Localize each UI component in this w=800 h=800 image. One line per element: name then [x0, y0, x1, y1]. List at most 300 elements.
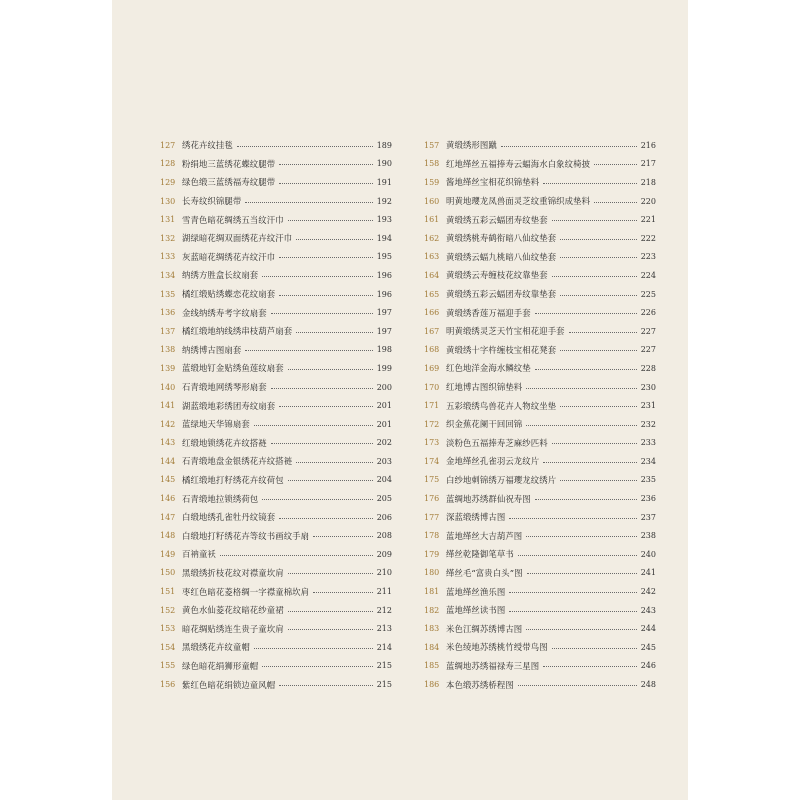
toc-entry-page: 218	[640, 177, 656, 187]
toc-entry	[160, 210, 392, 229]
toc-entry-number: 181	[424, 587, 440, 597]
toc-entry-number: 149	[160, 549, 176, 559]
toc-entry-page: 214	[376, 642, 392, 652]
dot-leader	[220, 555, 373, 556]
toc-entry	[424, 471, 656, 490]
toc-entry-number: 141	[160, 401, 176, 411]
toc-entry-page: 226	[640, 308, 656, 318]
toc-entry-title: 黄缎绣五彩云蝠团寿纹垫套	[446, 214, 548, 225]
dot-leader	[509, 592, 636, 593]
dot-leader	[594, 202, 637, 203]
toc-entry-title: 织金蕉花阑干回回锦	[446, 419, 523, 430]
toc-entry-number: 129	[160, 177, 176, 187]
dot-leader	[279, 518, 372, 519]
dot-leader	[296, 462, 373, 463]
toc-entry-title: 绣花卉纹挂毯	[182, 140, 233, 151]
toc-entry-page: 223	[640, 252, 656, 262]
toc-entry-number: 144	[160, 456, 176, 466]
dot-leader	[518, 555, 637, 556]
toc-entry-page: 243	[640, 605, 656, 615]
toc-entry-number: 153	[160, 624, 176, 634]
toc-entry-number: 177	[424, 512, 440, 522]
toc-entry-number: 162	[424, 233, 440, 243]
toc-entry-page: 209	[376, 549, 392, 559]
dot-leader	[279, 257, 372, 258]
toc-entry-number: 166	[424, 308, 440, 318]
toc-entry-number: 133	[160, 252, 176, 262]
toc-entry	[160, 471, 392, 490]
toc-entry-title: 白纱地刺锦绣万福瓔龙纹绣片	[446, 474, 557, 485]
toc-entry-number: 173	[424, 438, 440, 448]
toc-entry-number: 178	[424, 531, 440, 541]
toc-entry-number: 163	[424, 252, 440, 262]
dot-leader	[526, 536, 636, 537]
toc-entry-title: 橘红缎地打籽绣花卉纹荷包	[182, 474, 284, 485]
toc-entry-number: 184	[424, 642, 440, 652]
toc-entry-title: 黄缎绣桃寿鹤衔暗八仙纹垫套	[446, 233, 557, 244]
toc-entry-page: 241	[640, 568, 656, 578]
toc-entry-title: 蓝缎地钉金贴绣鱼莲纹扇套	[182, 363, 284, 374]
toc-entry-number: 128	[160, 159, 176, 169]
toc-entry-title: 灰蓝暗花绸绣花卉纹汗巾	[182, 251, 276, 262]
toc-column-left	[160, 136, 392, 694]
toc-entry-title: 明黄缎绣灵芝天竹宝相花迎手套	[446, 326, 565, 337]
toc-entry	[160, 545, 392, 564]
toc-entry-number: 136	[160, 308, 176, 318]
toc-entry-page: 211	[376, 587, 392, 597]
toc-entry	[160, 285, 392, 304]
toc-entry-title: 金地缂丝孔雀羽云龙纹片	[446, 456, 540, 467]
dot-leader	[237, 146, 373, 147]
toc-entry-number: 172	[424, 419, 440, 429]
toc-entry-page: 206	[376, 512, 392, 522]
toc-entry	[160, 489, 392, 508]
dot-leader	[245, 202, 372, 203]
toc-entry-page: 192	[376, 196, 392, 206]
toc-entry	[424, 526, 656, 545]
toc-entry-page: 210	[376, 568, 392, 578]
toc-entry	[424, 657, 656, 676]
toc-entry-title: 纳绣博古图扇套	[182, 344, 242, 355]
toc-entry-page: 213	[376, 624, 392, 634]
toc-entry-page: 200	[376, 382, 392, 392]
dot-leader	[535, 313, 637, 314]
toc-entry-page: 216	[640, 140, 656, 150]
dot-leader	[262, 666, 372, 667]
toc-entry-title: 枣红色暗花菱格绸一字襟童棉坎肩	[182, 586, 310, 597]
toc-entry-page: 238	[640, 531, 656, 541]
toc-entry-title: 红缎地锁绣花卉纹搭裢	[182, 437, 267, 448]
toc-entry-title: 淡粉色五福捧寿芝麻纱匹料	[446, 437, 548, 448]
dot-leader	[279, 406, 372, 407]
toc-entry-page: 222	[640, 233, 656, 243]
dot-leader	[543, 462, 636, 463]
toc-entry-page: 196	[376, 289, 392, 299]
toc-entry	[160, 303, 392, 322]
toc-entry	[424, 192, 656, 211]
dot-leader	[288, 480, 373, 481]
toc-entry-page: 245	[640, 642, 656, 652]
toc-entry-title: 本色缎苏绣桥程图	[446, 679, 514, 690]
toc-entry-title: 蓝绸地苏绣群仙祝寿图	[446, 493, 531, 504]
toc-entry-page: 201	[376, 419, 392, 429]
toc-entry-title: 紫红色暗花绢锁边童风帽	[182, 679, 276, 690]
toc-entry-title: 绿色暗花绢狮形童帽	[182, 660, 259, 671]
toc-entry-title: 蓝绸地苏绣福禄寿三星图	[446, 660, 540, 671]
toc-entry-number: 155	[160, 661, 176, 671]
toc-entry	[160, 526, 392, 545]
toc-entry-number: 180	[424, 568, 440, 578]
toc-entry	[424, 619, 656, 638]
toc-entry-page: 201	[376, 401, 392, 411]
toc-entry-page: 248	[640, 680, 656, 690]
toc-entry	[424, 378, 656, 397]
toc-entry	[424, 396, 656, 415]
dot-leader	[560, 406, 637, 407]
toc-entry-number: 152	[160, 605, 176, 615]
toc-entry-number: 156	[160, 680, 176, 690]
toc-entry-page: 240	[640, 549, 656, 559]
toc-entry-title: 湖蓝缎地彩绣团寿纹扇套	[182, 400, 276, 411]
toc-entry-number: 150	[160, 568, 176, 578]
toc-entry-number: 147	[160, 512, 176, 522]
toc-entry	[160, 378, 392, 397]
toc-entry-number: 159	[424, 177, 440, 187]
toc-entry-title: 酱地缂丝宝相花织锦垫料	[446, 177, 540, 188]
dot-leader	[552, 276, 637, 277]
toc-entry-title: 缂丝乾隆御笔草书	[446, 549, 514, 560]
toc-entry	[424, 452, 656, 471]
toc-entry-page: 234	[640, 456, 656, 466]
toc-entry	[424, 229, 656, 248]
dot-leader	[262, 499, 372, 500]
toc-entry-title: 黄缎绣十字杵缠枝宝相花凳套	[446, 344, 557, 355]
toc-entry-title: 暗花绸贴绣连生贵子童坎肩	[182, 623, 284, 634]
toc-entry-page: 230	[640, 382, 656, 392]
toc-entry	[424, 489, 656, 508]
toc-entry-number: 158	[424, 159, 440, 169]
toc-entry	[424, 564, 656, 583]
dot-leader	[279, 685, 372, 686]
toc-entry-title: 石青缎地网绣琴形扇套	[182, 382, 267, 393]
toc-entry-number: 170	[424, 382, 440, 392]
dot-leader	[288, 611, 373, 612]
toc-entry-number: 132	[160, 233, 176, 243]
toc-entry-page: 193	[376, 215, 392, 225]
toc-entry-title: 白缎地打籽绣花卉等纹书画纹手扇	[182, 530, 310, 541]
dot-leader	[296, 332, 373, 333]
toc-entry-page: 227	[640, 326, 656, 336]
toc-entry	[424, 248, 656, 267]
toc-entry-number: 134	[160, 270, 176, 280]
toc-entry-number: 167	[424, 326, 440, 336]
toc-entry-title: 深蓝缎绣博古图	[446, 512, 506, 523]
toc-entry-page: 231	[640, 401, 656, 411]
toc-entry-page: 233	[640, 438, 656, 448]
dot-leader	[569, 332, 637, 333]
dot-leader	[279, 183, 372, 184]
toc-entry	[160, 415, 392, 434]
toc-entry	[424, 285, 656, 304]
toc-entry	[160, 434, 392, 453]
toc-entry	[424, 675, 656, 694]
toc-entry-title: 黄色水仙菱花纹暗花纱童裙	[182, 605, 284, 616]
dot-leader	[288, 369, 373, 370]
toc-entry-page: 227	[640, 345, 656, 355]
toc-entry-page: 237	[640, 512, 656, 522]
dot-leader	[560, 480, 637, 481]
toc-entry	[424, 303, 656, 322]
toc-entry-number: 131	[160, 215, 176, 225]
toc-entry-title: 雪青色暗花绸绣五当纹汗巾	[182, 214, 284, 225]
toc-entry-number: 154	[160, 642, 176, 652]
toc-entry-title: 石青缎地拉锁绣荷包	[182, 493, 259, 504]
toc-entry-number: 175	[424, 475, 440, 485]
toc-entry-title: 黄缎绣五彩云蝠团寿纹靠垫套	[446, 289, 557, 300]
toc-entry-page: 242	[640, 587, 656, 597]
dot-leader	[526, 425, 636, 426]
dot-leader	[535, 369, 637, 370]
toc-entry	[160, 564, 392, 583]
toc-entry-page: 224	[640, 270, 656, 280]
toc-entry-page: 194	[376, 233, 392, 243]
toc-entry-title: 长寿纹织锦腿带	[182, 196, 242, 207]
toc-entry-number: 179	[424, 549, 440, 559]
toc-entry-number: 176	[424, 494, 440, 504]
dot-leader	[313, 536, 373, 537]
toc-entry	[160, 248, 392, 267]
toc-entry-page: 246	[640, 661, 656, 671]
toc-entry	[424, 582, 656, 601]
toc-entry-number: 146	[160, 494, 176, 504]
toc-entry	[160, 601, 392, 620]
toc-entry-title: 红地博古图织锦垫料	[446, 382, 523, 393]
toc-entry-number: 137	[160, 326, 176, 336]
dot-leader	[501, 146, 637, 147]
toc-entry	[160, 359, 392, 378]
dot-leader	[288, 573, 373, 574]
toc-entry-page: 236	[640, 494, 656, 504]
toc-entry-number: 139	[160, 363, 176, 373]
toc-entry-page: 189	[376, 140, 392, 150]
toc-entry-title: 黑缎绣折枝花纹对襟童坎肩	[182, 567, 284, 578]
dot-leader	[543, 183, 636, 184]
toc-entry	[160, 192, 392, 211]
toc-entry	[160, 396, 392, 415]
toc-entry-title: 白缎地绣孔雀牡丹纹镜套	[182, 512, 276, 523]
toc-entry-number: 171	[424, 401, 440, 411]
toc-entry	[160, 322, 392, 341]
toc-entry	[424, 415, 656, 434]
toc-entry-title: 蓝地缂丝渔乐图	[446, 586, 506, 597]
dot-leader	[509, 518, 636, 519]
toc-entry-page: 198	[376, 345, 392, 355]
toc-entry-page: 197	[376, 326, 392, 336]
toc-entry-number: 183	[424, 624, 440, 634]
toc-entry-page: 244	[640, 624, 656, 634]
toc-entry-title: 蓝地缂丝大吉葫芦图	[446, 530, 523, 541]
dot-leader	[560, 350, 637, 351]
toc-entry-number: 160	[424, 196, 440, 206]
toc-entry-number: 161	[424, 215, 440, 225]
toc-entry-title: 米色江绸苏绣博古图	[446, 623, 523, 634]
toc-entry-number: 165	[424, 289, 440, 299]
toc-entry-number: 185	[424, 661, 440, 671]
toc-entry-page: 225	[640, 289, 656, 299]
toc-entry-page: 196	[376, 270, 392, 280]
toc-entry	[424, 173, 656, 192]
toc-entry-page: 215	[376, 680, 392, 690]
toc-entry	[424, 266, 656, 285]
toc-entry-title: 明黄地瓔龙凤兽面灵芝纹重锦织成垫料	[446, 196, 591, 207]
dot-leader	[552, 648, 637, 649]
toc-entry-page: 235	[640, 475, 656, 485]
toc-entry-number: 164	[424, 270, 440, 280]
toc-entry-title: 橘红缎地纳线绣串枝葫芦扇套	[182, 326, 293, 337]
toc-entry	[160, 582, 392, 601]
dot-leader	[254, 648, 373, 649]
toc-entry	[160, 155, 392, 174]
toc-entry-number: 157	[424, 140, 440, 150]
toc-entry	[424, 136, 656, 155]
toc-entry-title: 橘红缎贴绣蝶恋花纹扇套	[182, 289, 276, 300]
dot-leader	[296, 239, 373, 240]
toc-entry-title: 米色绫地苏绣桃竹绶带鸟图	[446, 642, 548, 653]
toc-entry-title: 粉绢地三蓝绣花蝶纹腿带	[182, 158, 276, 169]
toc-entry-number: 143	[160, 438, 176, 448]
toc-entry	[160, 229, 392, 248]
dot-leader	[526, 388, 636, 389]
dot-leader	[518, 685, 637, 686]
toc-entry-title: 湖绿暗花绸双面绣花卉纹汗巾	[182, 233, 293, 244]
toc-entry	[424, 545, 656, 564]
toc-entry	[424, 210, 656, 229]
toc-entry-title: 黄缎绣香莲万福迎手套	[446, 307, 531, 318]
toc-entry-number: 186	[424, 680, 440, 690]
toc-entry-page: 212	[376, 605, 392, 615]
toc-entry-page: 221	[640, 215, 656, 225]
dot-leader	[560, 257, 637, 258]
toc-entry-page: 215	[376, 661, 392, 671]
dot-leader	[288, 629, 373, 630]
toc-entry-number: 138	[160, 345, 176, 355]
toc-entry	[424, 638, 656, 657]
toc-entry-page: 199	[376, 363, 392, 373]
dot-leader	[526, 629, 636, 630]
toc-entry-title: 五彩缎绣鸟兽花卉人物纹坐垫	[446, 400, 557, 411]
toc-entry-number: 151	[160, 587, 176, 597]
toc-entry	[160, 136, 392, 155]
toc-entry-number: 130	[160, 196, 176, 206]
dot-leader	[543, 666, 636, 667]
toc-entry-page: 228	[640, 363, 656, 373]
toc-entry-title: 红地缂丝五福捧寿云蝠海水白象纹椅披	[446, 158, 591, 169]
toc-entry	[160, 173, 392, 192]
toc-entry-page: 205	[376, 494, 392, 504]
toc-entry-page: 191	[376, 177, 392, 187]
toc-entry	[160, 341, 392, 360]
dot-leader	[271, 388, 373, 389]
dot-leader	[552, 443, 637, 444]
toc-entry-page: 203	[376, 456, 392, 466]
toc-entry-title: 缂丝毛“富贵白头”图	[446, 567, 523, 578]
toc-entry-page: 217	[640, 159, 656, 169]
toc-entry-page: 195	[376, 252, 392, 262]
toc-entry	[424, 341, 656, 360]
toc-entry	[160, 508, 392, 527]
toc-entry-page: 232	[640, 419, 656, 429]
toc-entry-title: 蓝绿地天华锦扇套	[182, 419, 250, 430]
toc-entry	[160, 266, 392, 285]
dot-leader	[271, 313, 373, 314]
dot-leader	[271, 443, 373, 444]
toc-entry-page: 204	[376, 475, 392, 485]
toc-entry-page: 197	[376, 308, 392, 318]
toc-entry-title: 金线纳绣寿考字纹扇套	[182, 307, 267, 318]
toc-entry-number: 148	[160, 531, 176, 541]
toc-entry	[424, 434, 656, 453]
dot-leader	[509, 611, 636, 612]
toc-entry-title: 石青缎地盘金银绣花卉纹搭裢	[182, 456, 293, 467]
toc-entry-title: 绿色缎三蓝绣福寿纹腿带	[182, 177, 276, 188]
toc-entry-number: 135	[160, 289, 176, 299]
toc-entry-number: 168	[424, 345, 440, 355]
toc-entry	[424, 508, 656, 527]
dot-leader	[262, 276, 372, 277]
dot-leader	[560, 295, 637, 296]
dot-leader	[594, 164, 637, 165]
toc-column-right	[424, 136, 656, 694]
dot-leader	[313, 592, 373, 593]
toc-entry-title: 黑缎绣花卉纹童帽	[182, 642, 250, 653]
toc-entry-page: 220	[640, 196, 656, 206]
toc-entry-number: 140	[160, 382, 176, 392]
dot-leader	[552, 220, 637, 221]
toc-entry	[424, 359, 656, 378]
toc-entry-number: 174	[424, 456, 440, 466]
toc-entry	[160, 675, 392, 694]
toc-entry-number: 127	[160, 140, 176, 150]
dot-leader	[288, 220, 373, 221]
toc-entry-title: 纳绣方胜盒长纹扇套	[182, 270, 259, 281]
toc-entry-number: 142	[160, 419, 176, 429]
toc-entry-page: 202	[376, 438, 392, 448]
toc-entry-title: 黄缎绣云蝠九桃暗八仙纹垫套	[446, 251, 557, 262]
toc-entry	[160, 638, 392, 657]
dot-leader	[527, 573, 637, 574]
dot-leader	[279, 164, 372, 165]
toc-entry-number: 145	[160, 475, 176, 485]
toc-entry-title: 黄缎绣形图蹴	[446, 140, 497, 151]
toc-entry-title: 红色地洋金海水鳞纹垫	[446, 363, 531, 374]
dot-leader	[560, 239, 637, 240]
toc-entry	[160, 619, 392, 638]
toc-entry-page: 190	[376, 159, 392, 169]
dot-leader	[245, 350, 372, 351]
toc-entry	[424, 155, 656, 174]
toc-entry-title: 百衲童袄	[182, 549, 216, 560]
book-page	[112, 0, 688, 800]
toc-entry-number: 182	[424, 605, 440, 615]
dot-leader	[254, 425, 373, 426]
toc-entry	[160, 452, 392, 471]
toc-entry-title: 黄缎绣云寿缠枝花纹靠垫套	[446, 270, 548, 281]
toc-entry	[160, 657, 392, 676]
dot-leader	[279, 295, 372, 296]
toc-entry	[424, 322, 656, 341]
toc-entry-number: 169	[424, 363, 440, 373]
dot-leader	[535, 499, 637, 500]
